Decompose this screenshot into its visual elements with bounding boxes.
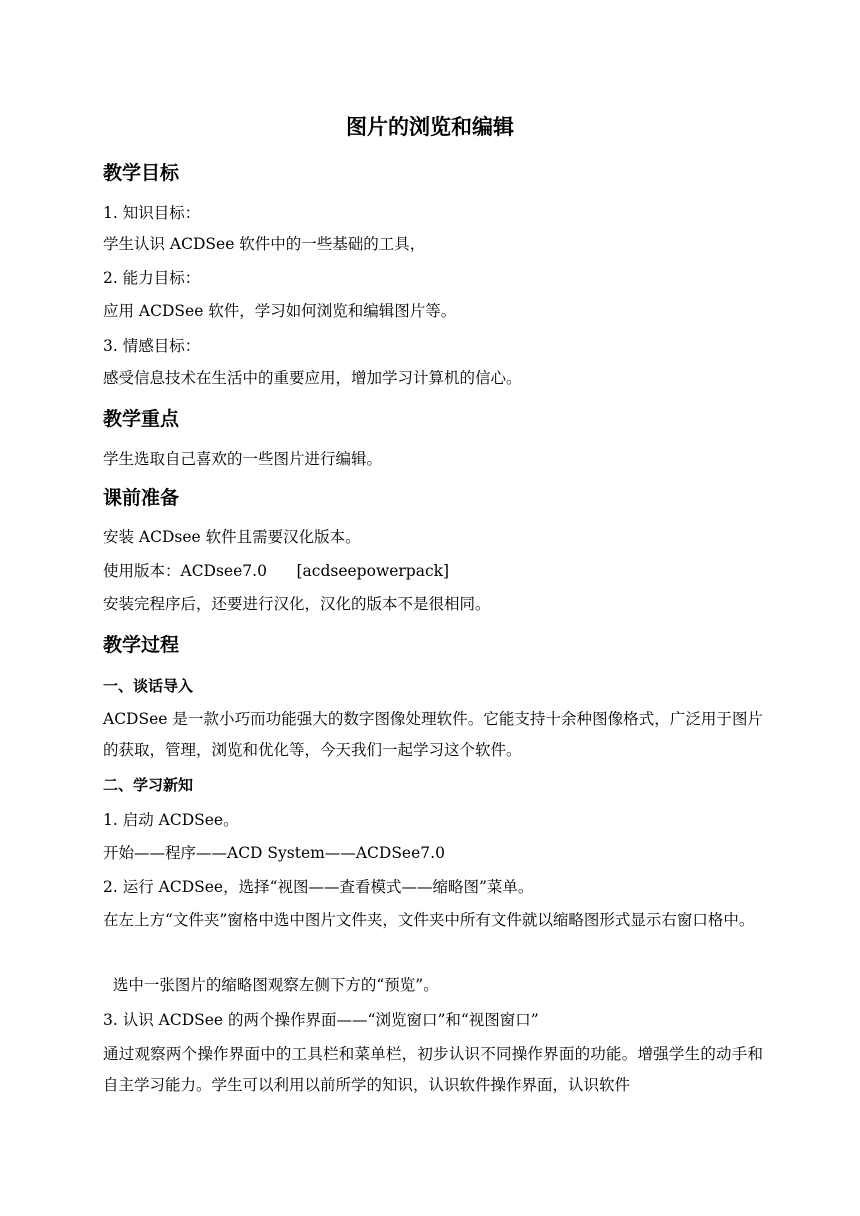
goal-line-2: 学生认识 ACDSee 软件中的一些基础的工具， [103, 235, 426, 253]
process-paragraph-3: 通过观察两个操作界面中的工具栏和菜单栏，初步认识不同操作界面的功能。增强学生的动手和自主学习能力。学生可以利用以前所学的知识，认识软件操作界面，认识软件 [103, 1045, 763, 1094]
prep-line-2: 使用版本：ACDsee7.0 [acdseepowerpack] [103, 562, 450, 580]
process-line-1: 1. 启动 ACDSee。 [103, 811, 239, 829]
section-heading-prep: 课前准备 [103, 487, 180, 509]
goal-line-3: 2. 能力目标： [103, 269, 201, 287]
intro-paragraph: ACDSee 是一款小巧而功能强大的数字图像处理软件。它能支持十余种图像格式，广泛用于图片的获取，管理，浏览和优化等，今天我们一起学习这个软件。 [103, 710, 763, 759]
process-paragraph-2: 在左上方“文件夹”窗格中选中图片文件夹，文件夹中所有文件就以缩略图形式显示右窗口格中。 [103, 911, 755, 929]
subheading-new-knowledge: 二、学习新知 [103, 776, 194, 794]
prep-line-3: 安装完程序后，还要进行汉化，汉化的版本不是很相同。 [103, 595, 491, 613]
section-heading-goals: 教学目标 [103, 162, 180, 184]
goal-line-6: 感受信息技术在生活中的重要应用，增加学习计算机的信心。 [103, 369, 522, 387]
goal-line-4: 应用 ACDSee 软件，学习如何浏览和编辑图片等。 [103, 302, 457, 320]
process-line-2: 开始——程序——ACD System——ACDSee7.0 [103, 844, 445, 862]
section-heading-key: 教学重点 [103, 408, 180, 430]
process-line-3: 2. 运行 ACDSee，选择“视图——查看模式——缩略图”菜单。 [103, 878, 534, 896]
goal-line-5: 3. 情感目标： [103, 337, 201, 355]
section-heading-process: 教学过程 [103, 634, 180, 656]
prep-line-1: 安装 ACDsee 软件且需要汉化版本。 [103, 528, 361, 546]
process-line-4: 选中一张图片的缩略图观察左侧下方的“预览”。 [103, 976, 439, 994]
key-line-1: 学生选取自己喜欢的一些图片进行编辑。 [103, 450, 383, 468]
page-title: 图片的浏览和编辑 [346, 115, 514, 139]
subheading-intro: 一、谈话导入 [103, 677, 194, 695]
goal-line-1: 1. 知识目标： [103, 204, 201, 222]
process-line-5: 3. 认识 ACDSee 的两个操作界面——“浏览窗口”和“视图窗口” [103, 1011, 539, 1029]
